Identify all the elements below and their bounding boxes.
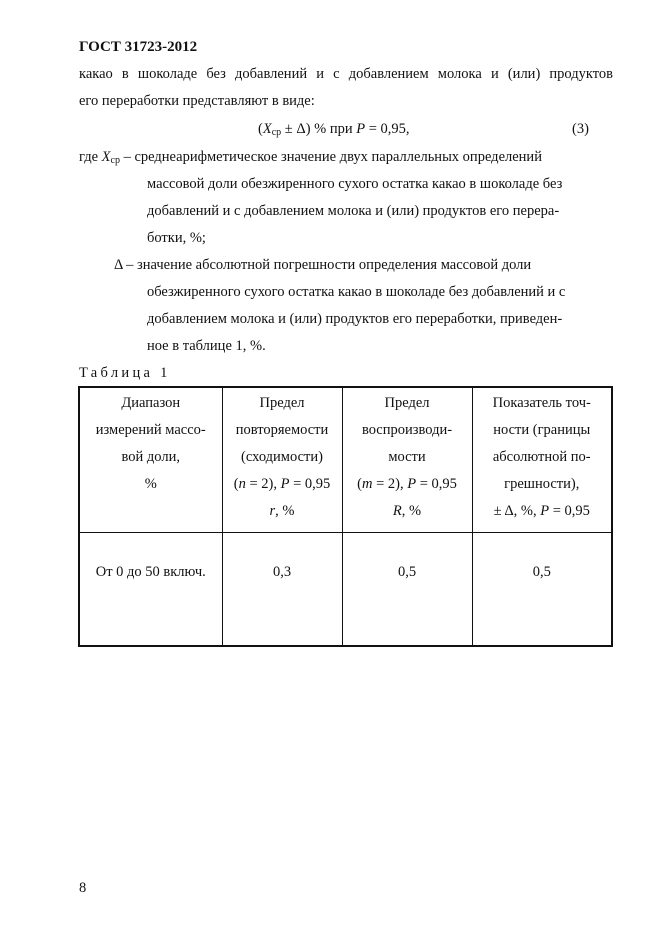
repro-p-var: P [407,476,417,492]
header-rep-l4 [223,474,342,501]
definition-xcp-line-1 [79,149,542,166]
precision-table [78,386,613,647]
header-acc-l5 [473,501,612,528]
header-acc-l2: ности (границы [493,422,591,438]
rep-l4-end: = 0,95 [289,476,331,492]
table-row [79,533,612,647]
rep-p-var: P [280,476,290,492]
acc-l5-end: = 0,95 [549,503,590,519]
header-acc-l1: Показатель точ- [492,395,591,411]
formula-p-var: P [356,121,366,137]
repro-l4-open: ( [357,476,362,492]
table-header-row [79,387,612,533]
xcp-text-1: – среднеарифметическое значение двух параллельных определений [119,149,542,165]
repro-l4-end: = 0,95 [416,476,457,492]
header-rep-l2: повторяемости [235,422,329,438]
equation-number: (3) [572,121,589,137]
header-rep-l1: Предел [259,395,305,411]
header-range-l3: вой доли, [121,449,180,465]
repro-r-var: R [392,503,402,519]
rep-l4-mid: = 2), [245,476,281,492]
acc-l5-pre: ± Δ, %, [493,503,541,519]
definition-xcp-line-2: массовой доли обезжиренного сухого остатка какао в шоколаде без [147,176,563,192]
header-accuracy [472,387,612,533]
rep-r-var: r [269,503,276,519]
formula-x-var: X [262,121,272,137]
page-number: 8 [79,880,87,896]
intro-line-2: его переработки представляют в виде: [79,93,315,109]
acc-p-var: P [540,503,550,519]
xcp-var: X [101,149,111,165]
formula-3 [258,121,410,138]
repro-l5-end: , % [401,503,422,519]
header-rep-l3: (сходимости) [241,449,323,465]
rep-n-var: n [238,476,246,492]
where-prefix: где [79,149,102,165]
definition-delta-line-4: ное в таблице 1, %. [147,338,266,354]
standard-code-header: ГОСТ 31723-2012 [79,39,198,55]
table-caption: Таблица 1 [79,365,171,381]
definition-delta-line-1: Δ – значение абсолютной погрешности определения массовой доли [114,257,532,273]
definition-delta-line-2: обезжиренного сухого остатка какао в шоколаде без добавлений и с [147,284,566,300]
header-repeatability [222,387,342,533]
header-repro-l1: Предел [384,395,430,411]
header-repro-l3: мости [388,449,426,465]
header-rep-l5 [223,501,342,528]
header-repro-l4 [343,474,472,501]
header-range-l2: измерений массо- [95,422,206,438]
xcp-sub: ср [110,155,120,166]
repro-m-var: m [361,476,373,492]
definition-xcp-line-4: ботки, %; [147,230,206,246]
header-range-l4: % [144,476,157,492]
header-repro-l5 [343,501,472,528]
formula-rest: ± Δ) % при [281,121,357,137]
formula-x-sub: ср [271,127,282,138]
header-range [79,387,222,533]
definition-delta-line-3: добавлением молока и (или) продуктов его переработки, приведен- [147,311,563,327]
header-repro-l2: воспроизводи- [361,422,453,438]
rep-l4-open: ( [233,476,239,492]
header-acc-l4: грешности), [504,476,580,492]
rep-l5-end: , % [275,503,295,519]
cell-range: От 0 до 50 включ. [79,533,222,647]
intro-line-1: какао в шоколаде без добавлений и с добавлением молока и (или) продуктов [79,66,613,82]
repro-l4-mid: = 2), [372,476,408,492]
cell-repeatability: 0,3 [222,533,342,647]
header-acc-l3: абсолютной по- [492,449,591,465]
definition-xcp-line-3: добавлений и с добавлением молока и (или) продуктов его перера- [147,203,560,219]
formula-open: ( [258,121,263,137]
header-range-l1: Диапазон [121,395,181,411]
header-reproducibility [342,387,472,533]
cell-accuracy: 0,5 [472,533,612,647]
formula-value: = 0,95, [365,121,410,137]
cell-reproducibility: 0,5 [342,533,472,647]
